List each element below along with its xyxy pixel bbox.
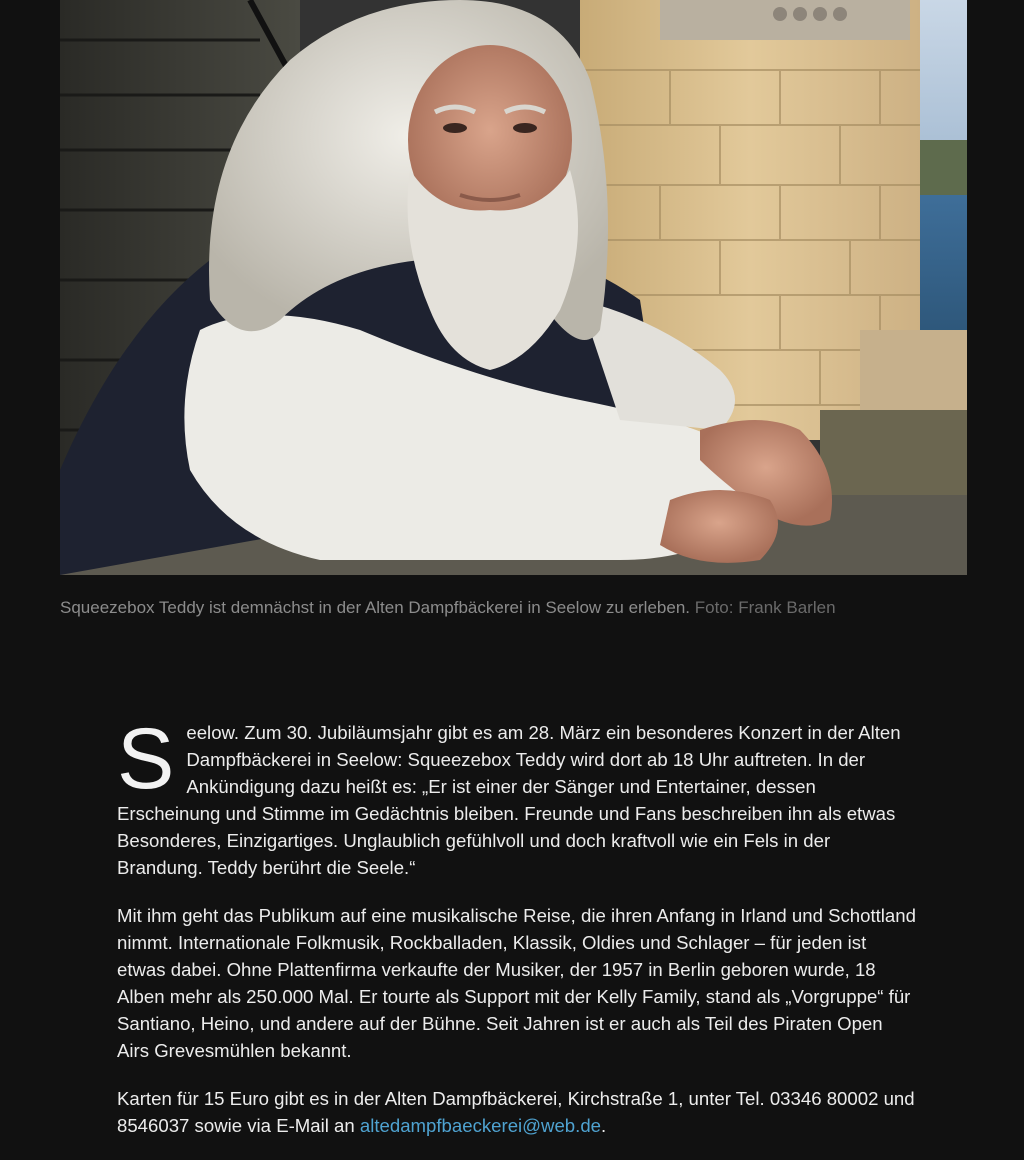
email-link[interactable]: altedampfbaeckerei@web.de [359, 1115, 602, 1136]
paragraph-3-end: . [601, 1115, 607, 1136]
paragraph-2: Mit ihm geht das Publikum auf eine musikalische Reise, die ihren Anfang in Irland und Schottland nimmt. Internationale Folkmusik, Rockballaden, Klassik, Oldies und Schlager – für jeden ist etwas dabei. Ohne Plattenfirma verkaufte der Musiker, der 1957 in Berlin geboren wurde, 18 Alben mehr als 250.000 Mal. Er tourte als Support mit der Kelly Family, stand als „Vorgruppe“ für Santiano, Heino, und andere auf der Bühne. Seit Jahren ist er auch als Teil des Piraten Open Airs Grevesmühlen bekannt. [117, 905, 916, 1061]
paragraph-1 [117, 711, 917, 881]
photo-caption [60, 597, 967, 619]
drop-cap: S [117, 711, 175, 807]
paragraph-3-text: Karten für 15 Euro gibt es in der Alten Dampfbäckerei, Kirchstraße 1, unter Tel. 03346 80002 und 8546037 sowie via E-Mail an [117, 1088, 915, 1136]
paragraph-1-text: eelow. Zum 30. Jubiläumsjahr gibt es am 28. März ein besonderes Konzert in der Alten Dampfbäckerei in Seelow: Squeezebox Teddy wird dort ab 18 Uhr auftreten. In der Ankündigung dazu heißt es: „Er ist einer der Sänger und Entertainer, dessen Erscheinung und Stimme im Gedächtnis bleiben. Freunde und Fans beschreiben ihn als etwas Besonderes, Einzigartiges. Unglaublich gefühlvoll und doch kraftvoll wie ein Fels in der Brandung. Teddy berührt die Seele.“ [117, 722, 901, 878]
paragraph-3 [117, 1085, 917, 1139]
article-body [117, 711, 917, 1160]
photo-credit: Foto: Frank Barlen [694, 598, 836, 617]
caption-text: Squeezebox Teddy ist demnächst in der Alten Dampfbäckerei in Seelow zu erleben. [60, 598, 691, 617]
photo-illustration [60, 0, 967, 575]
article-photo [60, 0, 967, 575]
